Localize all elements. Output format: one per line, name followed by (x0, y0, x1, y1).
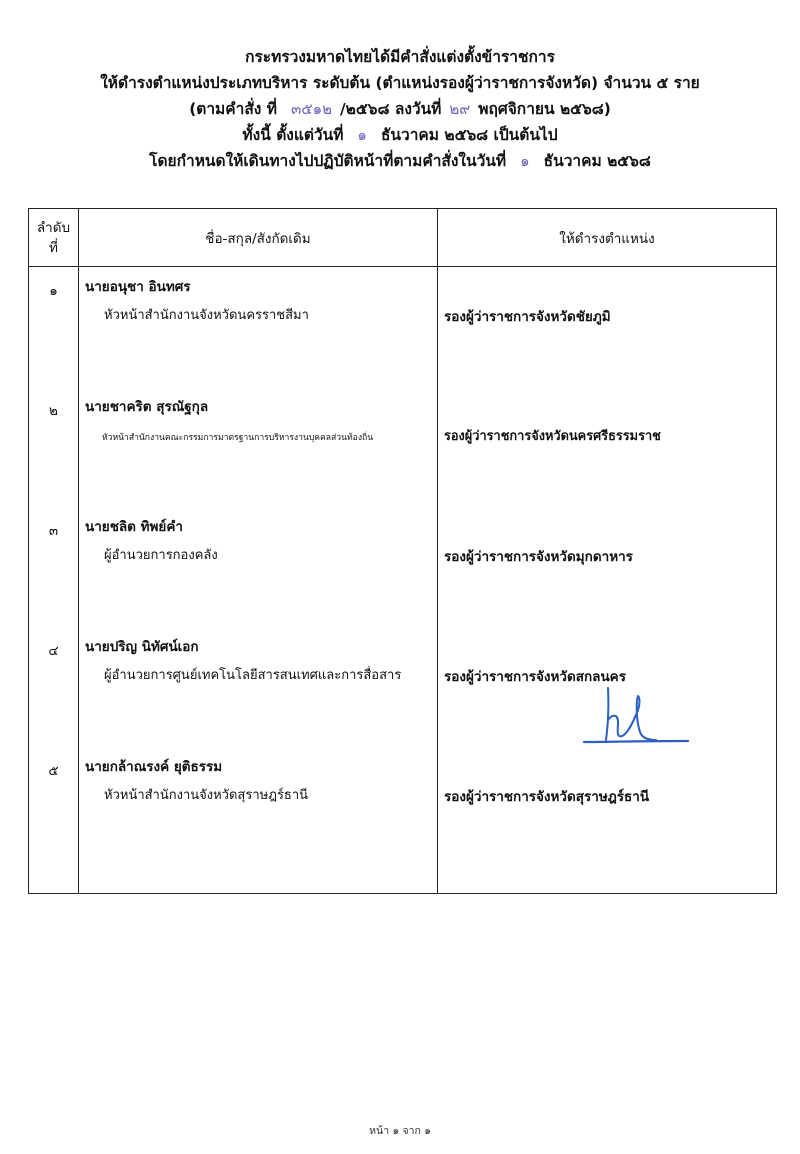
signature-stroke (606, 688, 656, 740)
row-number: ๔ (29, 627, 79, 747)
table-row (29, 747, 777, 867)
report-date-suffix: ธันวาคม ๒๕๖๘ (543, 152, 651, 170)
order-month-year: พฤศจิกายน ๒๕๖๘) (478, 100, 611, 118)
new-position: รองผู้ว่าราชการจังหวัดสกลนคร (438, 627, 777, 747)
row-number: ๑ (29, 267, 79, 388)
new-position: รองผู้ว่าราชการจังหวัดมุกดาหาร (438, 507, 777, 627)
effective-day-handwritten: ๑ (357, 126, 367, 144)
filler-cell (29, 867, 79, 894)
effective-date-suffix: ธันวาคม ๒๕๖๘ เป็นต้นไป (380, 126, 558, 144)
table-row (29, 507, 777, 627)
row-number: ๕ (29, 747, 79, 867)
row-person (79, 627, 438, 747)
table-header-row (29, 209, 777, 267)
header-title: กระทรวงมหาดไทยได้มีคำสั่งแต่งตั้งข้าราชการ (245, 48, 555, 66)
original-position: หัวหน้าสำนักงานจังหวัดสุราษฎร์ธานี (104, 788, 309, 803)
column-header-name: ชื่อ-สกุล/สังกัดเดิม (79, 209, 438, 267)
row-person (79, 267, 438, 388)
appointment-table (28, 208, 777, 894)
header-line-1 (0, 44, 800, 70)
row-number: ๓ (29, 507, 79, 627)
report-day-handwritten: ๑ (520, 152, 530, 170)
effective-date-prefix: ทั้งนี้ ตั้งแต่วันที่ (242, 126, 344, 144)
header-line-5 (0, 148, 800, 174)
person-name: นายชลิต ทิพย์คำ (85, 519, 183, 535)
report-date-prefix: โดยกำหนดให้เดินทางไปปฏิบัติหน้าที่ตามคำสั่งในวันที่ (149, 152, 507, 170)
signature-stroke (584, 741, 688, 742)
new-position: รองผู้ว่าราชการจังหวัดชัยภูมิ (438, 267, 777, 388)
original-position: หัวหน้าสำนักงานจังหวัดนครราชสีมา (104, 308, 309, 323)
order-ref-prefix: (ตามคำสั่ง ที่ (189, 100, 277, 118)
filler-cell (438, 867, 777, 894)
page-footer (0, 1122, 800, 1139)
header-line-3 (0, 96, 800, 122)
column-header-no-line1: ลำดับ (36, 220, 71, 236)
document-header (0, 44, 800, 174)
person-name: นายอนุชา อินทศร (85, 279, 191, 295)
order-day-handwritten: ๒๙ (449, 100, 471, 118)
signature (578, 680, 698, 750)
original-position: ผู้อำนวยการศูนย์เทคโนโลยีสารสนเทศและการสื่อสาร (104, 668, 402, 683)
header-line-2 (0, 70, 800, 96)
order-year: /๒๕๖๘ ลงวันที่ (340, 100, 442, 118)
table-filler-row (29, 867, 777, 894)
row-person (79, 747, 438, 867)
row-person (79, 507, 438, 627)
table-row (29, 387, 777, 507)
person-name: นายชาคริต สุรณัฐกุล (85, 399, 209, 415)
column-header-position: ให้ดำรงตำแหน่ง (438, 209, 777, 267)
column-header-no-line2: ที่ (49, 240, 58, 256)
row-person (79, 387, 438, 507)
original-position: หัวหน้าสำนักงานคณะกรรมการมาตรฐานการบริหารงานบุคคลส่วนท้องถิ่น (102, 433, 374, 443)
new-position: รองผู้ว่าราชการจังหวัดนครศรีธรรมราช (438, 387, 777, 507)
original-position: ผู้อำนวยการกองคลัง (104, 548, 218, 563)
row-number: ๒ (29, 387, 79, 507)
filler-cell (79, 867, 438, 894)
page-number: หน้า ๑ จาก ๑ (369, 1125, 431, 1137)
header-subtitle: ให้ดำรงตำแหน่งประเภทบริหาร ระดับต้น (ตำแหน่งรองผู้ว่าราชการจังหวัด) จำนวน ๕ ราย (100, 74, 700, 92)
person-name: นายปริญ นิทัศน์เอก (85, 639, 199, 655)
person-name: นายกล้าณรงค์ ยุติธรรม (85, 759, 223, 775)
new-position: รองผู้ว่าราชการจังหวัดสุราษฎร์ธานี (438, 747, 777, 867)
table-row (29, 267, 777, 388)
column-header-no (29, 209, 79, 267)
header-line-4 (0, 122, 800, 148)
order-number-handwritten: ๓๕๑๒ (291, 100, 333, 118)
